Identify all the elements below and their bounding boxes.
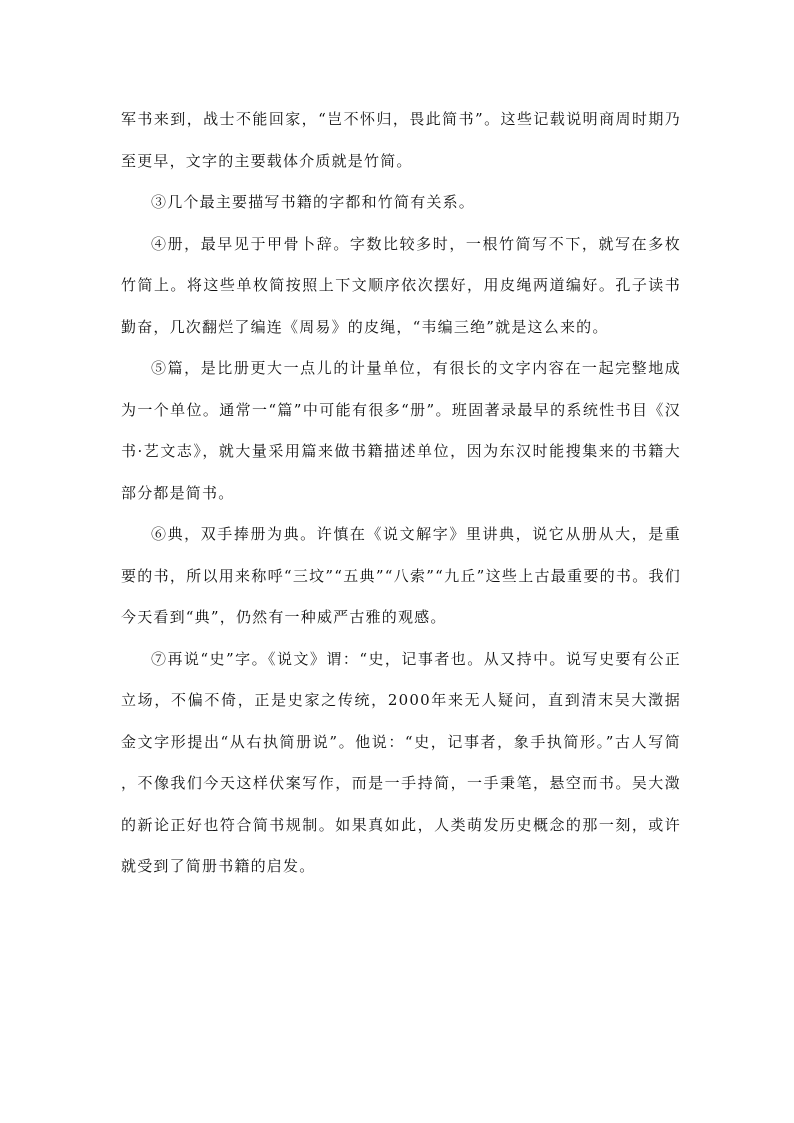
paragraph-4: ④册，最早见于甲骨卜辞。字数比较多时，一根竹简写不下，就写在多枚竹简上。将这些单枚简按照上下文顺序依次摆好，用皮绳两道编好。孔子读书勤奋，几次翻烂了编连《周易》的皮绳，“韦编三绝”就是这么来的。 [121,234,681,336]
document-body [121,99,681,888]
paragraph-7: ⑦再说“史”字。《说文》谓：“史，记事者也。从又持中。说写史要有公正立场，不偏不倚，正是史家之传统，2000年来无人疑问，直到清末吴大澂据金文字形提出“从右执简册说”。他说：“史，记事者，象手执简形。”古人写简，不像我们今天这样伏案写作，而是一手持简，一手秉笔，悬空而书。吴大澂的新论正好也符合简书规制。如果真如此，人类萌发历史概念的那一刻，或许就受到了简册书籍的启发。 [121,649,681,875]
paragraph-continuation: 军书来到，战士不能回家，“岂不怀归，畏此简书”。这些记载说明商周时期乃至更早，文字的主要载体介质就是竹简。 [121,110,681,170]
paragraph-5: ⑤篇，是比册更大一点儿的计量单位，有很长的文字内容在一起完整地成为一个单位。通常一“篇”中可能有很多“册”。班固著录最早的系统性书目《汉书·艺文志》，就大量采用篇来做书籍描述单位，因为东汉时能搜集来的书籍大部分都是简书。 [121,359,681,502]
paragraph-6: ⑥典，双手捧册为典。许慎在《说文解字》里讲典，说它从册从大，是重要的书，所以用来称呼“三坟”“五典”“八索”“九丘”这些上古最重要的书。我们今天看到“典”，仍然有一种威严古雅的观感。 [121,525,681,626]
paragraph-3: ③几个最主要描写书籍的字都和竹简有关系。 [151,193,476,211]
